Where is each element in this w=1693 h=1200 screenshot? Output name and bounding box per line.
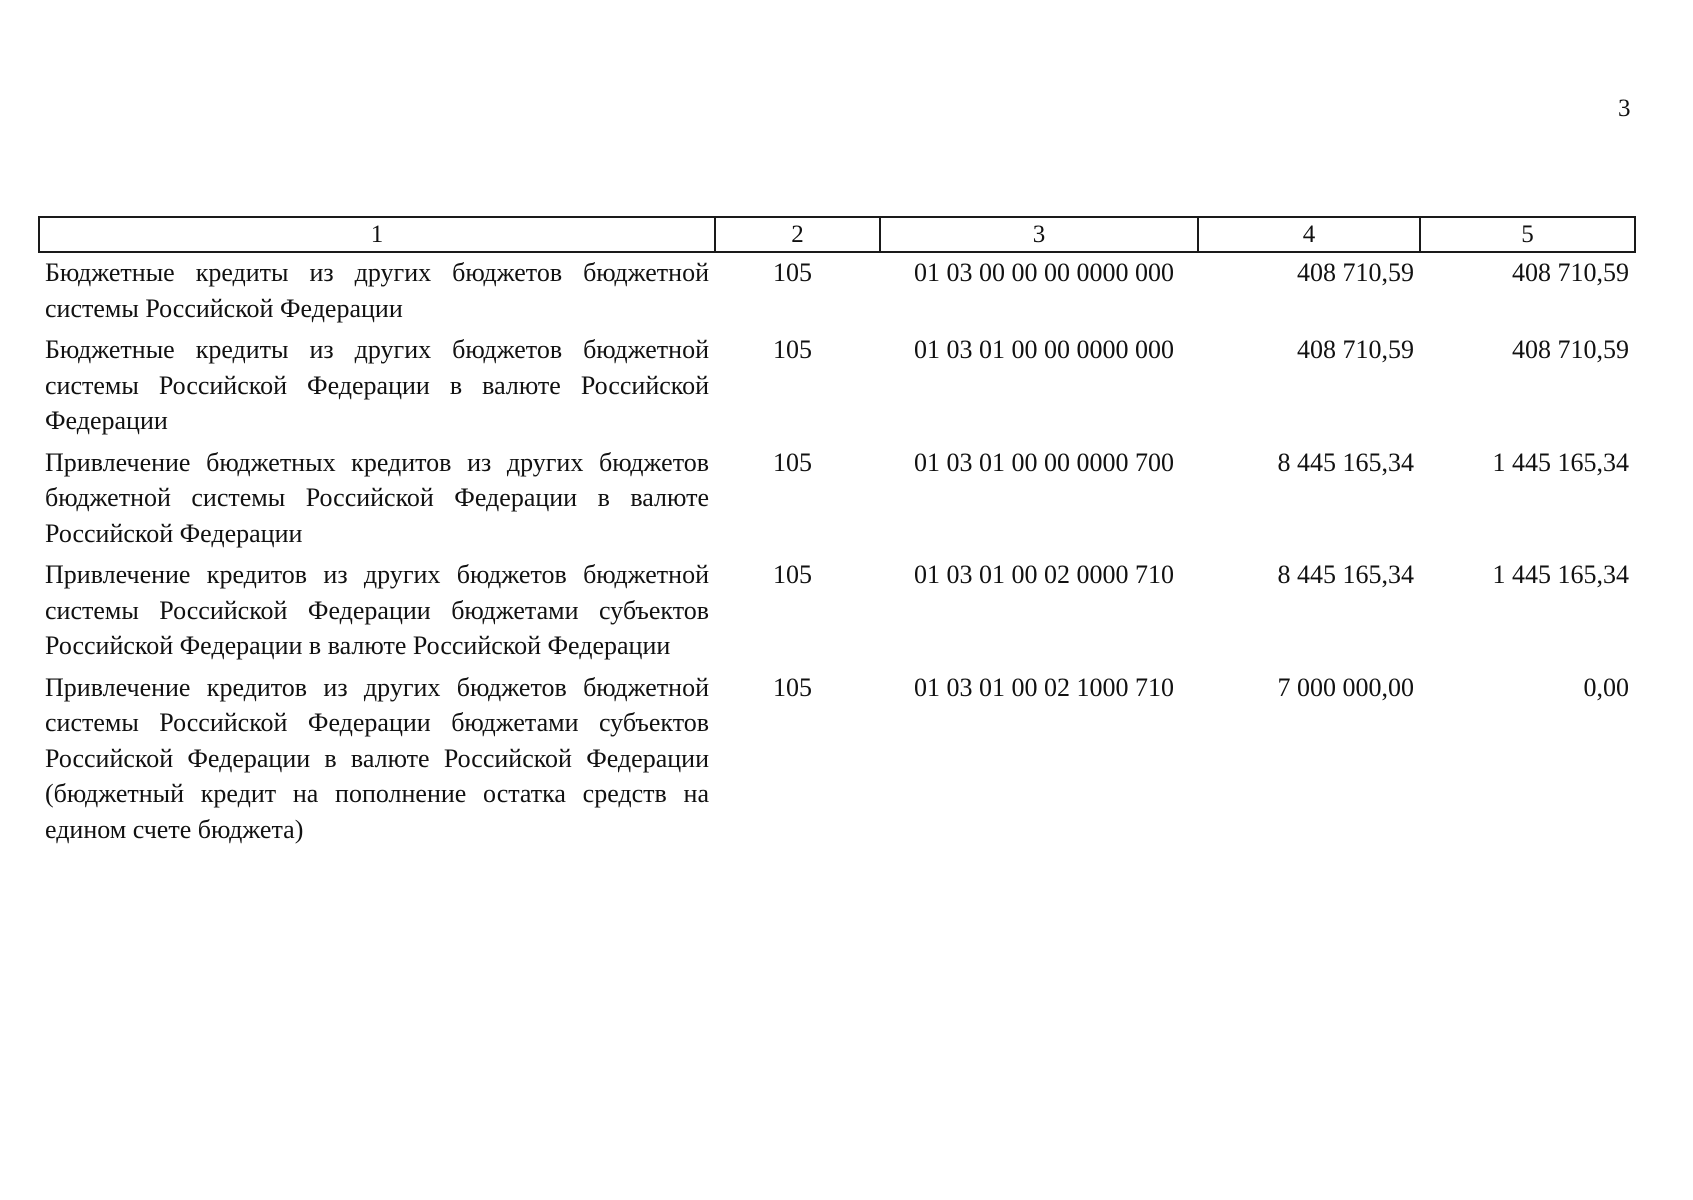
row-classification-code: 01 03 01 00 02 1000 710 <box>914 672 1174 702</box>
budget-sources-table <box>38 216 1636 853</box>
row-classification-code: 01 03 01 00 00 0000 000 <box>914 335 1174 364</box>
row-name: Привлечение кредитов из других бюджетов бюджетной системы Российской Федерации бюджетами субъектов Российской Федерации в валюте Российской Федерации (бюджетный кредит на пополнение остатка средств на едином счете бюджета) <box>45 672 709 844</box>
row-sum-col5: 408 710,59 <box>1512 335 1629 364</box>
table-row <box>39 332 1635 445</box>
row-sum-col4: 8 445 165,34 <box>1277 447 1414 477</box>
table-row <box>39 670 1635 854</box>
row-admin-code: 105 <box>773 258 812 287</box>
row-name: Привлечение кредитов из других бюджетов бюджетной системы Российской Федерации бюджетами субъектов Российской Федерации в валюте Российской Федерации <box>45 560 709 660</box>
row-sum-col5: 0,00 <box>1583 672 1629 702</box>
row-sum-col5: 1 445 165,34 <box>1492 560 1629 589</box>
row-classification-code: 01 03 00 00 00 0000 000 <box>914 258 1174 287</box>
table-row <box>39 252 1635 332</box>
row-sum-col4: 408 710,59 <box>1297 335 1414 364</box>
row-name: Бюджетные кредиты из других бюджетов бюджетной системы Российской Федерации в валюте Российской Федерации <box>45 335 709 435</box>
column-header-3: 3 <box>880 217 1198 252</box>
row-sum-col4: 7 000 000,00 <box>1277 672 1414 702</box>
table-header-row <box>39 217 1635 252</box>
column-header-1: 1 <box>39 217 715 252</box>
row-admin-code: 105 <box>773 560 812 589</box>
row-admin-code: 105 <box>773 672 812 702</box>
table-row <box>39 557 1635 670</box>
column-header-2: 2 <box>715 217 880 252</box>
row-sum-col4: 408 710,59 <box>1297 258 1414 287</box>
row-admin-code: 105 <box>773 447 812 477</box>
table-row <box>39 445 1635 558</box>
row-classification-code: 01 03 01 00 02 0000 710 <box>914 560 1174 589</box>
row-sum-col4: 8 445 165,34 <box>1277 560 1414 589</box>
table-header <box>39 217 1635 252</box>
row-classification-code: 01 03 01 00 00 0000 700 <box>914 447 1174 477</box>
row-admin-code: 105 <box>773 335 812 364</box>
column-header-4: 4 <box>1198 217 1420 252</box>
column-header-5: 5 <box>1420 217 1635 252</box>
row-sum-col5: 408 710,59 <box>1512 258 1629 287</box>
page-number: 3 <box>1618 95 1631 122</box>
row-sum-col5: 1 445 165,34 <box>1492 447 1629 477</box>
row-name: Привлечение бюджетных кредитов из других бюджетов бюджетной системы Российской Федерации в валюте Российской Федерации <box>45 447 709 548</box>
row-name: Бюджетные кредиты из других бюджетов бюджетной системы Российской Федерации <box>45 258 709 323</box>
table-body <box>39 252 1635 853</box>
